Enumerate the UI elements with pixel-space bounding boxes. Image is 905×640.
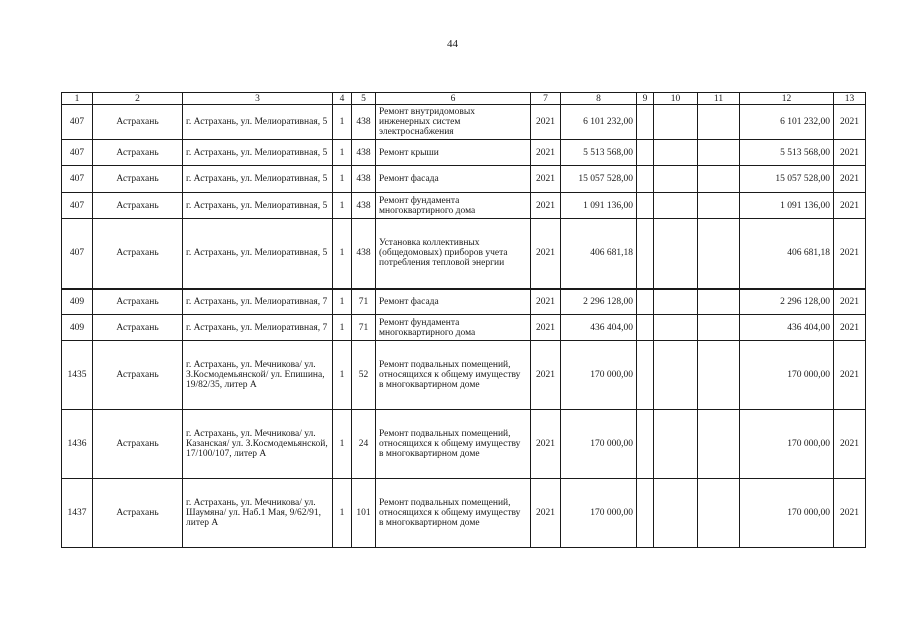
cell-code: 438	[352, 193, 376, 219]
cell-cost: 1 091 136,00	[561, 193, 637, 219]
cell-work-type: Ремонт внутридомовых инженерных систем электроснабжения	[376, 105, 531, 140]
table-row	[62, 166, 866, 193]
cell-city: Астрахань	[93, 479, 183, 548]
cell-city: Астрахань	[93, 105, 183, 140]
cell-col10	[654, 289, 698, 315]
cell-year: 2021	[531, 166, 561, 193]
cell-total-cost: 5 513 568,00	[740, 140, 834, 166]
cell-col10	[654, 410, 698, 479]
cell-col11	[698, 341, 740, 410]
cell-col9	[637, 289, 654, 315]
cell-city: Астрахань	[93, 166, 183, 193]
cell-col9	[637, 105, 654, 140]
cell-house-id: 407	[62, 105, 93, 140]
cell-count: 1	[333, 105, 352, 140]
cell-cost: 170 000,00	[561, 341, 637, 410]
cell-cost: 6 101 232,00	[561, 105, 637, 140]
cell-code: 101	[352, 479, 376, 548]
cell-count: 1	[333, 410, 352, 479]
cell-cost: 406 681,18	[561, 219, 637, 289]
cell-count: 1	[333, 315, 352, 341]
cell-completion-year: 2021	[834, 140, 866, 166]
table-body	[62, 93, 866, 548]
cell-completion-year: 2021	[834, 193, 866, 219]
cell-address: г. Астрахань, ул. Мелиоративная, 5	[183, 219, 333, 289]
cell-work-type: Ремонт фасада	[376, 289, 531, 315]
cell-year: 2021	[531, 341, 561, 410]
table-row	[62, 105, 866, 140]
cell-house-id: 409	[62, 315, 93, 341]
cell-code: 52	[352, 341, 376, 410]
cell-count: 1	[333, 166, 352, 193]
cell-work-type: Ремонт крыши	[376, 140, 531, 166]
cell-total-cost: 1 091 136,00	[740, 193, 834, 219]
cell-code: 438	[352, 140, 376, 166]
cell-completion-year: 2021	[834, 410, 866, 479]
cell-col9	[637, 410, 654, 479]
table-row	[62, 479, 866, 548]
cell-address: г. Астрахань, ул. Мелиоративная, 5	[183, 166, 333, 193]
cell-col11	[698, 166, 740, 193]
cell-city: Астрахань	[93, 341, 183, 410]
cell-total-cost: 436 404,00	[740, 315, 834, 341]
cell-house-id: 407	[62, 219, 93, 289]
cell-col11	[698, 105, 740, 140]
table-row	[62, 289, 866, 315]
cell-col9	[637, 193, 654, 219]
table-row	[62, 193, 866, 219]
cell-address: г. Астрахань, ул. Мелиоративная, 7	[183, 289, 333, 315]
cell-col11	[698, 140, 740, 166]
cell-house-id: 1437	[62, 479, 93, 548]
cell-col11	[698, 219, 740, 289]
cell-address: г. Астрахань, ул. Мечникова/ ул. Шаумяна/ ул. Наб.1 Мая, 9/62/91, литер А	[183, 479, 333, 548]
cell-completion-year: 2021	[834, 219, 866, 289]
header-cell: 7	[531, 93, 561, 105]
cell-year: 2021	[531, 315, 561, 341]
cell-house-id: 407	[62, 140, 93, 166]
cell-cost: 2 296 128,00	[561, 289, 637, 315]
header-cell: 4	[333, 93, 352, 105]
cell-col9	[637, 341, 654, 410]
cell-address: г. Астрахань, ул. Мелиоративная, 5	[183, 140, 333, 166]
cell-cost: 15 057 528,00	[561, 166, 637, 193]
cell-code: 71	[352, 289, 376, 315]
cell-year: 2021	[531, 219, 561, 289]
cell-col9	[637, 315, 654, 341]
page-number: 44	[447, 38, 458, 50]
table-row	[62, 140, 866, 166]
cell-city: Астрахань	[93, 289, 183, 315]
cell-year: 2021	[531, 479, 561, 548]
cell-count: 1	[333, 289, 352, 315]
repair-program-table	[61, 92, 866, 548]
header-cell: 11	[698, 93, 740, 105]
cell-house-id: 407	[62, 193, 93, 219]
cell-work-type: Ремонт фасада	[376, 166, 531, 193]
header-cell: 8	[561, 93, 637, 105]
cell-total-cost: 170 000,00	[740, 410, 834, 479]
cell-completion-year: 2021	[834, 166, 866, 193]
cell-col11	[698, 315, 740, 341]
cell-work-type: Установка коллективных (общедомовых) приборов учета потребления тепловой энергии	[376, 219, 531, 289]
cell-completion-year: 2021	[834, 315, 866, 341]
cell-year: 2021	[531, 193, 561, 219]
cell-code: 24	[352, 410, 376, 479]
cell-work-type: Ремонт подвальных помещений, относящихся к общему имуществу в многоквартирном доме	[376, 479, 531, 548]
table-row	[62, 410, 866, 479]
cell-year: 2021	[531, 289, 561, 315]
header-cell: 13	[834, 93, 866, 105]
cell-city: Астрахань	[93, 219, 183, 289]
cell-city: Астрахань	[93, 140, 183, 166]
cell-col10	[654, 479, 698, 548]
header-cell: 1	[62, 93, 93, 105]
cell-work-type: Ремонт фундамента многоквартирного дома	[376, 315, 531, 341]
cell-count: 1	[333, 193, 352, 219]
cell-col10	[654, 166, 698, 193]
cell-completion-year: 2021	[834, 289, 866, 315]
cell-total-cost: 2 296 128,00	[740, 289, 834, 315]
cell-code: 438	[352, 219, 376, 289]
cell-address: г. Астрахань, ул. Мечникова/ ул. Казанская/ ул. З.Космодемьянской, 17/100/107, литер А	[183, 410, 333, 479]
header-cell: 12	[740, 93, 834, 105]
cell-cost: 436 404,00	[561, 315, 637, 341]
cell-col9	[637, 166, 654, 193]
cell-city: Астрахань	[93, 315, 183, 341]
header-cell: 6	[376, 93, 531, 105]
header-cell: 5	[352, 93, 376, 105]
cell-cost: 170 000,00	[561, 479, 637, 548]
cell-work-type: Ремонт фундамента многоквартирного дома	[376, 193, 531, 219]
cell-code: 438	[352, 166, 376, 193]
cell-house-id: 409	[62, 289, 93, 315]
cell-col10	[654, 105, 698, 140]
header-cell: 9	[637, 93, 654, 105]
cell-year: 2021	[531, 105, 561, 140]
cell-address: г. Астрахань, ул. Мелиоративная, 5	[183, 105, 333, 140]
cell-city: Астрахань	[93, 193, 183, 219]
cell-address: г. Астрахань, ул. Мелиоративная, 5	[183, 193, 333, 219]
table-header-row	[62, 93, 866, 105]
cell-col10	[654, 193, 698, 219]
cell-completion-year: 2021	[834, 479, 866, 548]
cell-total-cost: 406 681,18	[740, 219, 834, 289]
table-row	[62, 219, 866, 289]
cell-address: г. Астрахань, ул. Мечникова/ ул. З.Космодемьянской/ ул. Епишина, 19/82/35, литер А	[183, 341, 333, 410]
cell-col10	[654, 315, 698, 341]
cell-col10	[654, 219, 698, 289]
cell-house-id: 1436	[62, 410, 93, 479]
cell-cost: 5 513 568,00	[561, 140, 637, 166]
cell-address: г. Астрахань, ул. Мелиоративная, 7	[183, 315, 333, 341]
cell-col11	[698, 289, 740, 315]
header-cell: 3	[183, 93, 333, 105]
cell-city: Астрахань	[93, 410, 183, 479]
cell-col9	[637, 479, 654, 548]
cell-total-cost: 170 000,00	[740, 341, 834, 410]
cell-code: 438	[352, 105, 376, 140]
cell-count: 1	[333, 341, 352, 410]
cell-col11	[698, 193, 740, 219]
table-row	[62, 341, 866, 410]
cell-col10	[654, 140, 698, 166]
cell-code: 71	[352, 315, 376, 341]
cell-year: 2021	[531, 410, 561, 479]
cell-cost: 170 000,00	[561, 410, 637, 479]
table-row	[62, 315, 866, 341]
cell-col9	[637, 140, 654, 166]
cell-col11	[698, 479, 740, 548]
cell-total-cost: 15 057 528,00	[740, 166, 834, 193]
cell-col9	[637, 219, 654, 289]
cell-year: 2021	[531, 140, 561, 166]
header-cell: 10	[654, 93, 698, 105]
cell-house-id: 1435	[62, 341, 93, 410]
cell-work-type: Ремонт подвальных помещений, относящихся к общему имуществу в многоквартирном доме	[376, 410, 531, 479]
header-cell: 2	[93, 93, 183, 105]
cell-count: 1	[333, 479, 352, 548]
cell-work-type: Ремонт подвальных помещений, относящихся к общему имуществу в многоквартирном доме	[376, 341, 531, 410]
cell-col11	[698, 410, 740, 479]
cell-total-cost: 170 000,00	[740, 479, 834, 548]
cell-house-id: 407	[62, 166, 93, 193]
cell-completion-year: 2021	[834, 341, 866, 410]
cell-count: 1	[333, 140, 352, 166]
cell-total-cost: 6 101 232,00	[740, 105, 834, 140]
cell-col10	[654, 341, 698, 410]
cell-count: 1	[333, 219, 352, 289]
cell-completion-year: 2021	[834, 105, 866, 140]
